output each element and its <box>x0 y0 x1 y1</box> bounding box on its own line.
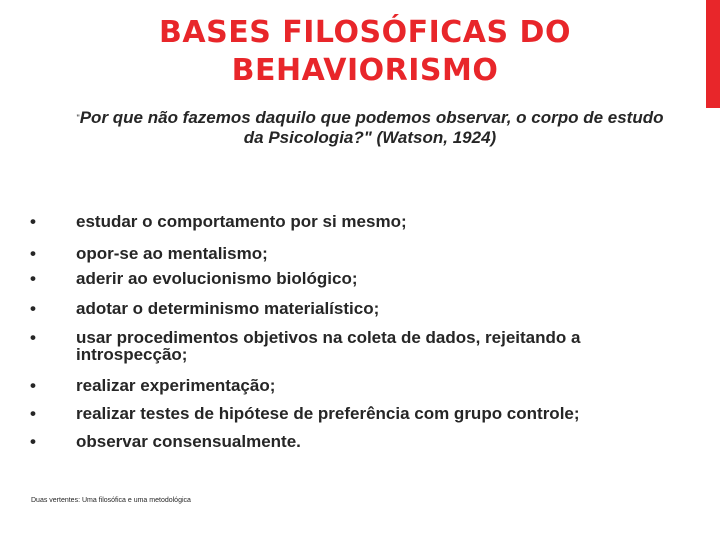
bullet-text: aderir ao evolucionismo biológico; <box>76 269 358 288</box>
bullet-dot: • <box>30 299 36 318</box>
title-line-2: BEHAVIORISMO <box>231 53 499 88</box>
bullet-dot: • <box>30 432 36 451</box>
bullet-dot: • <box>30 404 36 423</box>
bullet-dot: • <box>30 244 36 263</box>
bullet-text: realizar experimentação; <box>76 376 276 395</box>
bullet-text: estudar o comportamento por si mesmo; <box>76 212 407 231</box>
bullet-text: realizar testes de hipótese de preferência com grupo controle; <box>76 404 580 423</box>
slide-title <box>80 14 650 90</box>
quote-mark: " <box>76 113 80 123</box>
bullet-text: adotar o determinismo materialístico; <box>76 299 380 318</box>
bullet-text: opor-se ao mentalismo; <box>76 244 268 263</box>
quote-text-1: Por que não fazemos daquilo que podemos observar, o corpo de estudo <box>79 108 664 127</box>
title-line-1: BASES FILOSÓFICAS DO <box>159 15 571 50</box>
bullet-dot: • <box>30 376 36 395</box>
quote-line-2: da Psicologia?" (Watson, 1924) <box>243 128 497 147</box>
bullet-text: observar consensualmente. <box>76 432 301 451</box>
accent-bar <box>706 0 720 108</box>
bullet-dot: • <box>30 212 36 231</box>
bullet-dot: • <box>30 269 36 288</box>
footnote: Duas vertentes: Uma filosófica e uma metodológica <box>31 497 191 504</box>
quote-line-1 <box>30 108 710 128</box>
bullet-dot: • <box>30 328 36 347</box>
quote <box>30 108 710 148</box>
bullet-text: usar procedimentos objetivos na coleta de dados, rejeitando a introspecção; <box>76 328 581 364</box>
